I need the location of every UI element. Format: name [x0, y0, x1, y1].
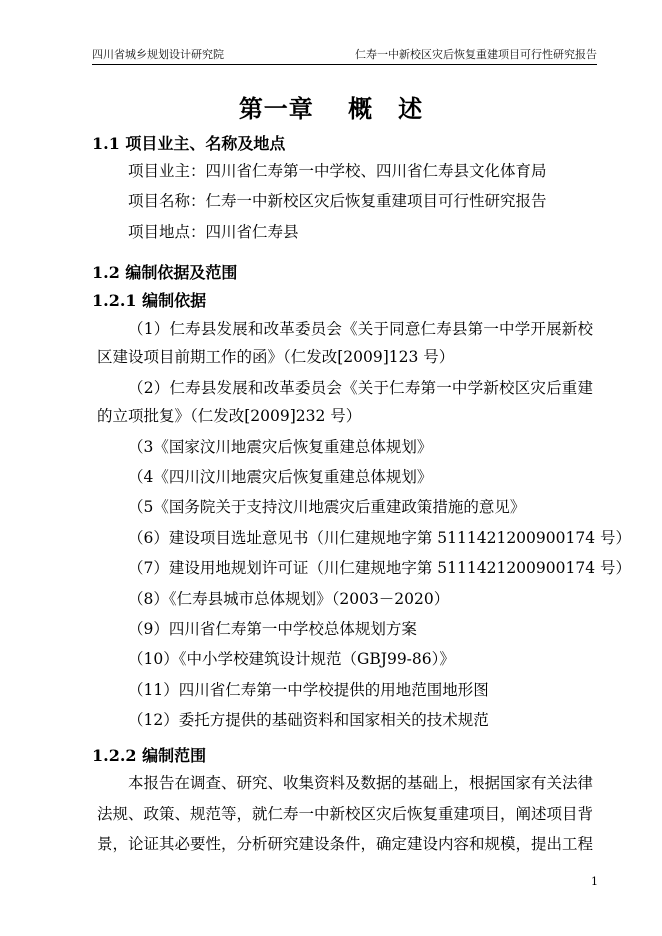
- basis-item-2-line-2: 的立项批复》（仁发改[2009]232 号）: [97, 407, 362, 425]
- basis-item-10: （10）《中小学校建筑设计规范（GBJ99-86）》: [128, 650, 455, 668]
- scope-line-1: 本报告在调查、研究、收集资料及数据的基础上，根据国家有关法律: [128, 774, 594, 792]
- project-owner: 项目业主：四川省仁寿第一中学校、四川省仁寿县文化体育局: [128, 162, 547, 180]
- header-rule: [92, 64, 597, 65]
- section-1-2-heading: 1.2 编制依据及范围: [92, 263, 238, 282]
- basis-item-12: （12）委托方提供的基础资料和国家相关的技术规范: [128, 711, 489, 729]
- basis-item-2-line-1: （2）仁寿县发展和改革委员会《关于仁寿第一中学新校区灾后重建: [128, 379, 593, 397]
- basis-item-6: （6）建设项目选址意见书（川仁建规地字第 5111421200900174 号）: [128, 529, 632, 547]
- scope-line-3: 景，论证其必要性，分析研究建设条件，确定建设内容和规模，提出工程: [97, 835, 594, 853]
- basis-item-7: （7）建设用地规划许可证（川仁建规地字第 5111421200900174 号）: [128, 559, 632, 577]
- project-name: 项目名称：仁寿一中新校区灾后恢复重建项目可行性研究报告: [128, 192, 547, 210]
- project-location: 项目地点：四川省仁寿县: [128, 223, 299, 241]
- section-1-1-heading: 1.1 项目业主、名称及地点: [92, 134, 286, 153]
- basis-item-3: （3《国家汶川地震灾后恢复重建总体规划》: [128, 438, 433, 456]
- basis-item-4: （4《四川汶川地震灾后恢复重建总体规划》: [128, 468, 433, 486]
- scope-line-2: 法规、政策、规范等，就仁寿一中新校区灾后恢复重建项目，阐述项目背: [97, 805, 594, 823]
- basis-item-5: （5《国务院关于支持汶川地震灾后重建政策措施的意见》: [128, 498, 526, 516]
- basis-item-11: （11）四川省仁寿第一中学校提供的用地范围地形图: [128, 681, 489, 699]
- header-organization: 四川省城乡规划设计研究院: [92, 48, 224, 61]
- section-1-2-2-heading: 1.2.2 编制范围: [92, 746, 207, 765]
- basis-item-8: （8）《仁寿县城市总体规划》（2003－2020）: [128, 590, 450, 608]
- page-number: 1: [591, 875, 598, 888]
- section-1-2-1-heading: 1.2.1 编制依据: [92, 291, 207, 310]
- chapter-title: 第一章 概 述: [238, 94, 424, 123]
- header-report-title: 仁寿一中新校区灾后恢复重建项目可行性研究报告: [355, 48, 597, 61]
- basis-item-9: （9）四川省仁寿第一中学校总体规划方案: [128, 620, 417, 638]
- basis-item-1-line-1: （1）仁寿县发展和改革委员会《关于同意仁寿县第一中学开展新校: [128, 320, 593, 338]
- basis-item-1-line-2: 区建设项目前期工作的函》（仁发改[2009]123 号）: [97, 348, 455, 366]
